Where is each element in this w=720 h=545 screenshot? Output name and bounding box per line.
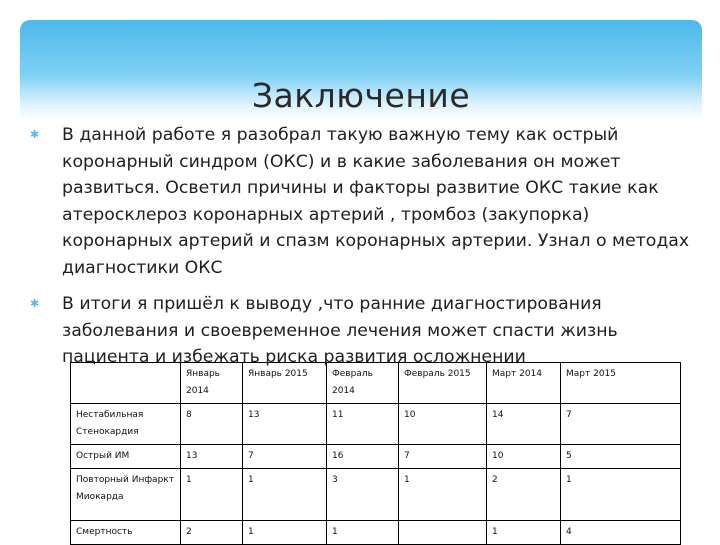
- table-header-cell: Февраль 2014: [327, 363, 399, 404]
- bullet-text: В данной работе я разобрал такую важную тему как острый коронарный синдром (ОКС) и в какие заболевания он может развиться. Осветил причины и факторы развитие ОКС такие как атеросклероз коронарных артерий , тромбоз (закупорка) коронарных артерий и спазм коронарных артерии. Узнал о методах диагностики ОКС: [62, 125, 690, 278]
- asterisk-bullet-icon: ✱: [30, 128, 40, 141]
- table-cell: 2: [487, 469, 561, 521]
- table-cell: 1: [561, 469, 681, 521]
- bullet-text: В итоги я пришёл к выводу ,что ранние диагностирования заболевания и своевременное лечения может спасти жизнь пациента и избежать риска развития осложнении: [62, 294, 618, 367]
- table-cell: 14: [487, 404, 561, 445]
- table-header-cell: Март 2014: [487, 363, 561, 404]
- table-cell: 10: [487, 445, 561, 469]
- table-row: [71, 521, 681, 545]
- table-header-cell: Март 2015: [561, 363, 681, 404]
- statistics-table: [70, 362, 681, 545]
- table-cell: 7: [399, 445, 487, 469]
- table-row: [71, 469, 681, 521]
- table-cell: 13: [181, 445, 243, 469]
- table-cell: 13: [243, 404, 327, 445]
- table-cell: 7: [561, 404, 681, 445]
- table-cell: 1: [243, 521, 327, 545]
- slide-title: Заключение: [251, 76, 471, 115]
- table-cell: 16: [327, 445, 399, 469]
- table-row: [71, 404, 681, 445]
- table-cell: 3: [327, 469, 399, 521]
- table-cell: [399, 521, 487, 545]
- table-cell: 7: [243, 445, 327, 469]
- table-row: [71, 445, 681, 469]
- row-label-cell: Нестабильная Стенокардия: [71, 404, 181, 445]
- table-header-cell: Январь 2015: [243, 363, 327, 404]
- table-cell: 4: [561, 521, 681, 545]
- table-cell: 10: [399, 404, 487, 445]
- table-header-cell: Январь 2014: [181, 363, 243, 404]
- bullet-list: [20, 122, 690, 371]
- table-cell: 1: [327, 521, 399, 545]
- table-header-cell: [71, 363, 181, 404]
- table-header-row: [71, 363, 681, 404]
- table-cell: 1: [181, 469, 243, 521]
- table-cell: 8: [181, 404, 243, 445]
- bullet-item: [20, 122, 690, 281]
- title-band: [20, 20, 702, 120]
- table-header-cell: Февраль 2015: [399, 363, 487, 404]
- row-label-cell: Повторный Инфаркт Миокарда: [71, 469, 181, 521]
- table-cell: 1: [243, 469, 327, 521]
- table-cell: 1: [399, 469, 487, 521]
- row-label-cell: Острый ИМ: [71, 445, 181, 469]
- table-cell: 1: [487, 521, 561, 545]
- asterisk-bullet-icon: ✱: [30, 297, 40, 310]
- row-label-cell: Смертность: [71, 521, 181, 545]
- bullet-item: [20, 291, 690, 371]
- table-cell: 2: [181, 521, 243, 545]
- table-cell: 11: [327, 404, 399, 445]
- table-cell: 5: [561, 445, 681, 469]
